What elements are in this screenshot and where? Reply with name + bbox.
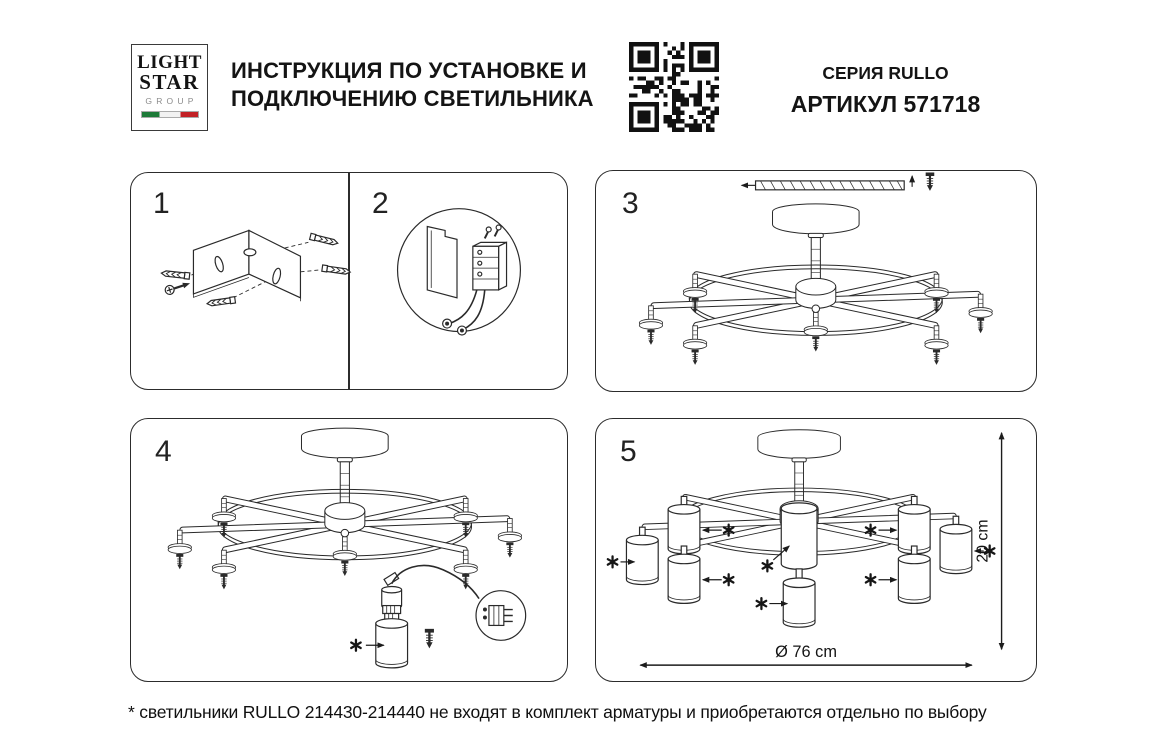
chandelier-frame-drawing bbox=[639, 204, 992, 364]
step-number-4: 4 bbox=[155, 435, 172, 468]
step-number-3: 3 bbox=[622, 187, 639, 220]
arm-disc bbox=[212, 550, 235, 588]
footnote: * светильники RULLO 214430-214440 не входят в комплект арматуры и приобретаются отдельно по выбору bbox=[128, 702, 987, 722]
ceiling-bar-drawing bbox=[742, 173, 934, 190]
step1-step2-drawing bbox=[131, 173, 567, 389]
lamp-shade bbox=[940, 524, 972, 573]
asterisk-marker bbox=[351, 640, 360, 651]
series-label: СЕРИЯ RULLO bbox=[822, 63, 949, 83]
panel-steps-1-2 bbox=[130, 172, 568, 390]
asterisk-marker bbox=[757, 598, 766, 609]
step-number-2: 2 bbox=[372, 187, 389, 220]
arm-disc bbox=[639, 306, 662, 344]
title-line-2: ПОДКЛЮЧЕНИЮ СВЕТИЛЬНИКА bbox=[231, 85, 594, 111]
chandelier-frame-drawing bbox=[168, 428, 521, 588]
asterisk-marker bbox=[724, 574, 733, 585]
height-dimension-label: 20 cm bbox=[974, 519, 992, 563]
arm-disc bbox=[454, 499, 477, 537]
screw-icon bbox=[425, 629, 433, 647]
arm-disc bbox=[969, 294, 992, 332]
article-label: АРТИКУЛ 571718 bbox=[790, 91, 981, 117]
wiring-detail-drawing bbox=[398, 209, 521, 335]
lamp-shade bbox=[376, 619, 408, 668]
panel-step-3 bbox=[595, 170, 1037, 392]
screw-icon bbox=[926, 173, 934, 190]
product-info bbox=[778, 63, 993, 118]
lightstar-logo bbox=[131, 44, 208, 131]
title-line-1: ИНСТРУКЦИЯ ПО УСТАНОВКЕ И bbox=[231, 58, 587, 83]
wall-anchor-icon bbox=[310, 233, 339, 246]
center-disc bbox=[333, 537, 356, 575]
panel-step-5 bbox=[595, 418, 1037, 682]
asterisk-marker bbox=[608, 556, 617, 567]
panel-step-4 bbox=[130, 418, 568, 682]
lamp-connection-drawing bbox=[351, 565, 525, 667]
center-disc bbox=[804, 312, 827, 350]
asterisk-marker bbox=[763, 560, 772, 571]
italian-flag-stripe bbox=[141, 111, 199, 118]
step4-drawing bbox=[131, 419, 567, 681]
page-title bbox=[231, 57, 594, 112]
assembled-lamps-drawing bbox=[626, 496, 971, 627]
arm-disc bbox=[168, 530, 191, 568]
arm-disc bbox=[925, 274, 948, 312]
lamp-shade bbox=[898, 554, 930, 603]
logo-word-star: STAR bbox=[139, 70, 200, 94]
screw-icon bbox=[164, 280, 190, 296]
mounting-bracket-drawing bbox=[161, 230, 351, 306]
step3-drawing bbox=[596, 171, 1036, 391]
logo-word-light: LIGHT bbox=[137, 52, 202, 73]
wall-anchor-icon bbox=[161, 270, 190, 279]
logo-word-group: GROUP bbox=[145, 96, 198, 106]
asterisk-marker bbox=[866, 574, 875, 585]
lamp-shade bbox=[783, 578, 815, 627]
arm-disc bbox=[683, 326, 706, 364]
arm-disc bbox=[498, 519, 521, 557]
diameter-dimension-label: Ø 76 cm bbox=[775, 643, 837, 662]
qr-code bbox=[629, 42, 719, 132]
lamp-shade bbox=[626, 535, 658, 584]
lamp-shade bbox=[668, 554, 700, 603]
wall-anchor-icon bbox=[322, 265, 351, 275]
step5-drawing bbox=[596, 419, 1036, 681]
step-number-1: 1 bbox=[153, 187, 170, 220]
qr-code-icon bbox=[629, 42, 719, 132]
step-number-5: 5 bbox=[620, 435, 637, 468]
wall-anchor-icon bbox=[207, 297, 236, 307]
arm-disc bbox=[925, 326, 948, 364]
